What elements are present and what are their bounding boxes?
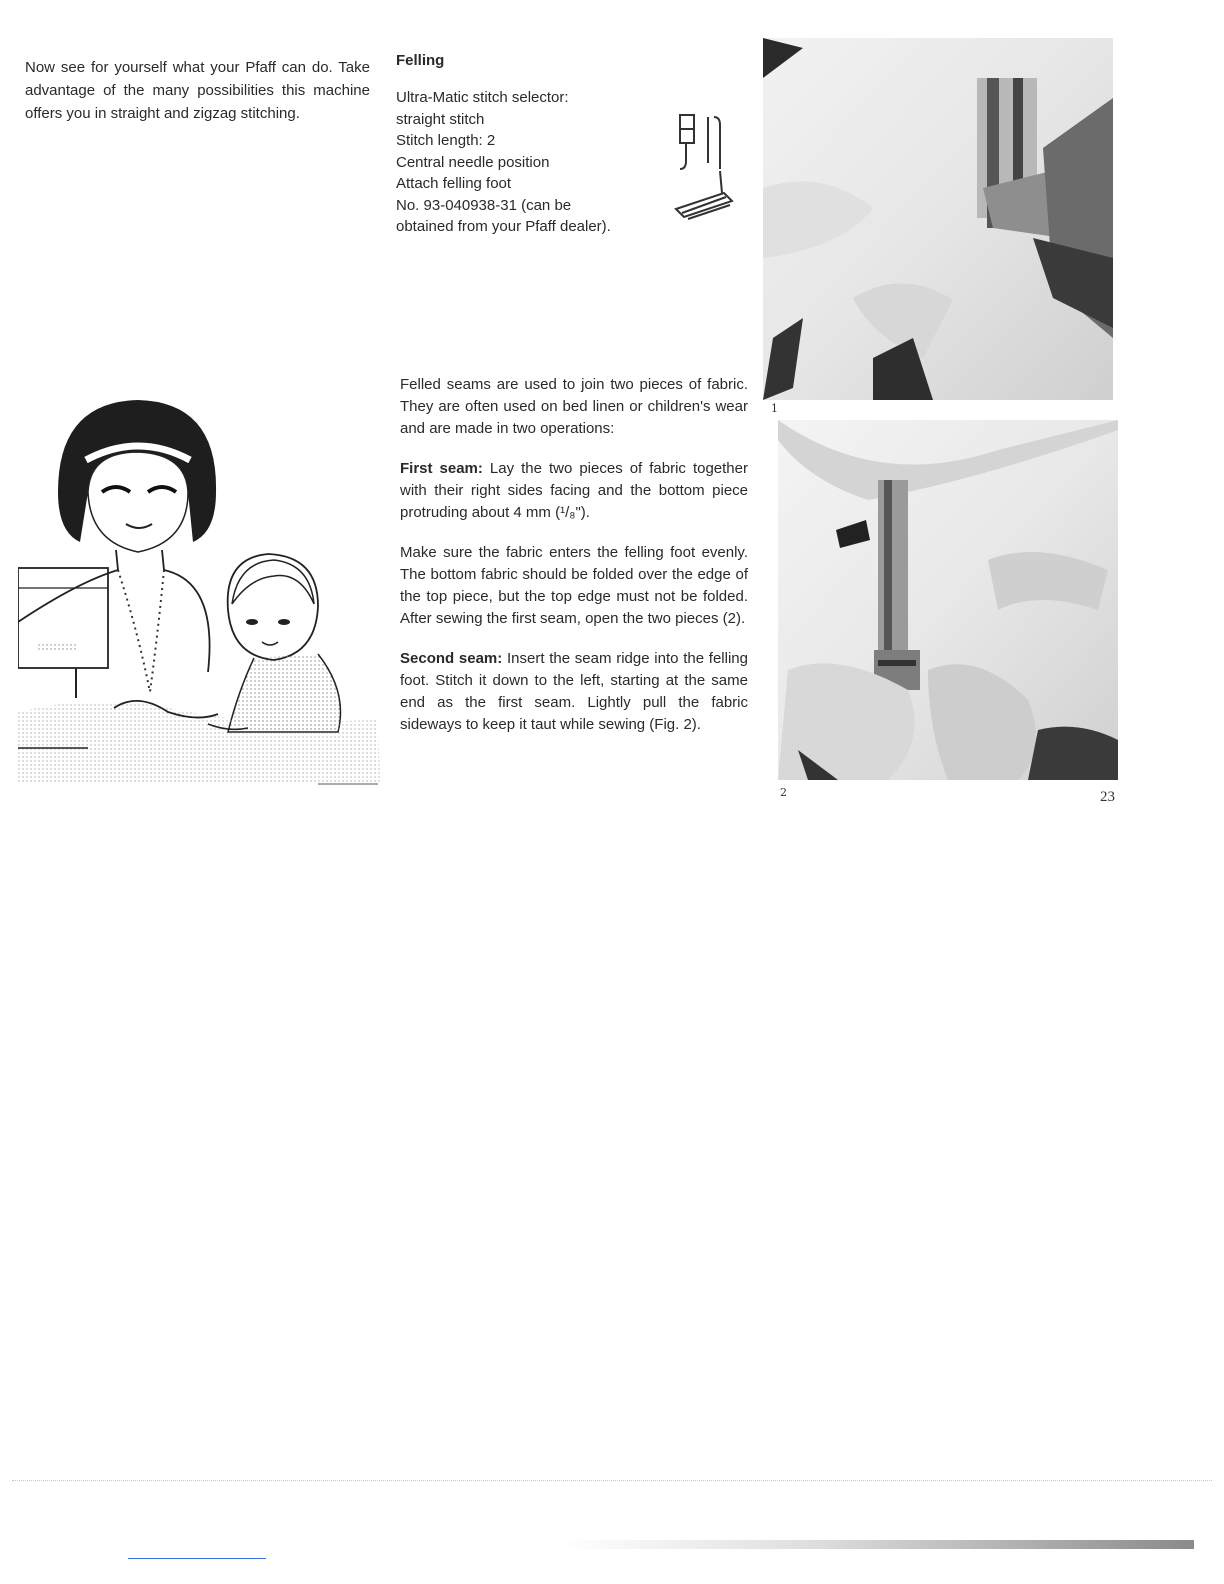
felling-foot-photo-1 — [763, 38, 1113, 400]
settings-block — [396, 87, 752, 377]
settings-line: Stitch length: 2 — [396, 132, 496, 149]
woman-child-sewing-illustration — [18, 392, 383, 792]
intro-column — [25, 56, 370, 125]
settings-line: obtained from your Pfaff dealer). — [396, 218, 611, 235]
first-seam-paragraph — [400, 458, 748, 524]
bottom-divider — [12, 1480, 1212, 1481]
felling-section — [396, 52, 752, 377]
felling-foot-photo-2 — [778, 420, 1118, 780]
felling-foot-icon — [668, 113, 738, 233]
fabric-note-paragraph: Make sure the fabric enters the felling foot evenly. The bottom fabric should be folded over the edge of the top piece, but the top edge must not be folded. After sewing the first seam, open the two pieces (2). — [400, 544, 748, 627]
description-paragraph: Felled seams are used to join two pieces of fabric. They are often used on bed linen or children's wear and are made in two operations: — [400, 376, 748, 437]
figure-1-label: 1 — [771, 402, 778, 415]
page-number: 23 — [1100, 789, 1115, 805]
link-underline — [128, 1558, 266, 1559]
intro-paragraph: Now see for yourself what your Pfaff can do. Take advantage of the many possibilities this machine offers you in straight and zigzag stitching. — [25, 59, 370, 122]
second-seam-text: Insert the seam ridge into the felling foot. Stitch it down to the left, starting at the same end as the first seam. Lightly pull the fabric sideways to keep it taut while sewing (Fig. 2). — [400, 650, 748, 733]
first-seam-label: First seam: — [400, 460, 483, 477]
scan-edge-bar — [560, 1540, 1194, 1549]
body-text — [400, 374, 748, 754]
first-seam-text: Lay the two pieces of fabric together with their right sides facing and the bottom piece protruding about 4 mm (¹/₈"). — [400, 460, 748, 521]
second-seam-label: Second seam: — [400, 650, 503, 667]
figure-2-label: 2 — [780, 786, 787, 799]
section-heading: Felling — [396, 52, 445, 69]
settings-line: Attach felling foot — [396, 175, 512, 192]
settings-line: No. 93-040938-31 (can be — [396, 196, 572, 214]
settings-line: Central needle position — [396, 153, 550, 171]
settings-line: straight stitch — [396, 110, 485, 128]
second-seam-paragraph — [400, 648, 748, 736]
settings-line: Ultra-Matic stitch selector: — [396, 89, 569, 106]
